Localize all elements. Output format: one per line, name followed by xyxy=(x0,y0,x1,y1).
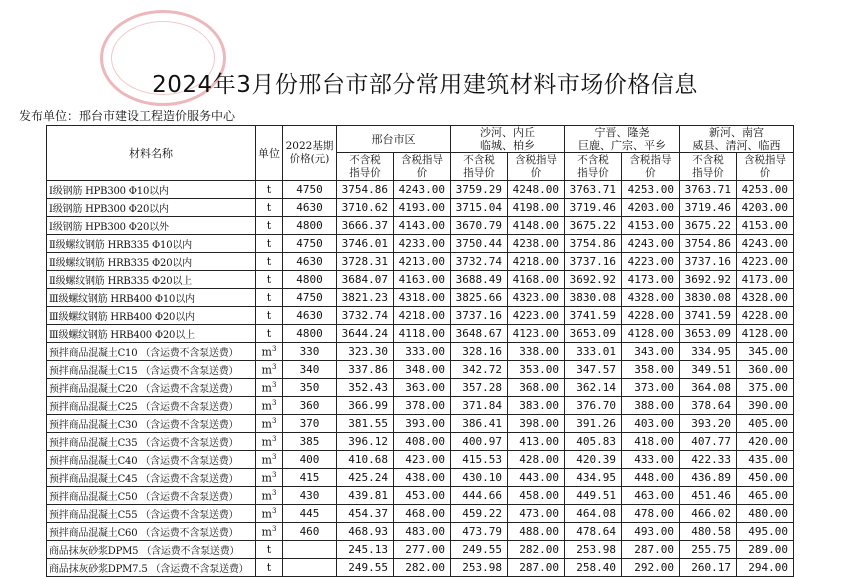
incl-tax-price-cell: 463.00 xyxy=(622,487,680,505)
incl-tax-price-cell: 383.00 xyxy=(508,397,565,415)
excl-tax-price-cell: 454.37 xyxy=(337,505,394,523)
excl-tax-price-cell: 393.20 xyxy=(680,415,737,433)
table-row xyxy=(47,541,794,559)
excl-tax-price-cell: 3825.66 xyxy=(451,289,508,307)
excl-tax-price-cell: 473.79 xyxy=(451,523,508,541)
base-price-cell xyxy=(283,541,337,559)
excl-tax-price-cell: 3746.01 xyxy=(337,235,394,253)
unit-cell: $m^3$ xyxy=(256,451,283,469)
incl-tax-price-cell: 353.00 xyxy=(508,361,565,379)
unit-cell: t xyxy=(256,307,283,325)
excl-tax-price-cell: 3737.16 xyxy=(565,253,622,271)
material-name-cell: 预拌商品混凝土C20 （含运费不含泵送费） xyxy=(47,379,256,397)
unit-cell: t xyxy=(256,199,283,217)
table-row xyxy=(47,361,794,379)
excl-tax-price-cell: 3688.49 xyxy=(451,271,508,289)
excl-tax-price-cell: 396.12 xyxy=(337,433,394,451)
excl-tax-price-cell: 468.93 xyxy=(337,523,394,541)
unit-cell: $m^3$ xyxy=(256,397,283,415)
unit-cell: t xyxy=(256,253,283,271)
material-name-cell: 预拌商品混凝土C55 （含运费不含泵送费） xyxy=(47,505,256,523)
unit-cell: $m^3$ xyxy=(256,487,283,505)
incl-tax-price-cell: 289.00 xyxy=(737,541,794,559)
base-price-cell: 370 xyxy=(283,415,337,433)
incl-tax-price-cell: 4128.00 xyxy=(737,325,794,343)
excl-tax-price-cell: 328.16 xyxy=(451,343,508,361)
excl-tax-price-cell: 357.28 xyxy=(451,379,508,397)
material-name-cell: 预拌商品混凝土C50 （含运费不含泵送费） xyxy=(47,487,256,505)
material-name-cell: 预拌商品混凝土C30 （含运费不含泵送费） xyxy=(47,415,256,433)
excl-tax-price-cell: 333.01 xyxy=(565,343,622,361)
base-price-cell: 445 xyxy=(283,505,337,523)
excl-tax-price-cell: 3675.22 xyxy=(565,217,622,235)
incl-tax-price-cell: 393.00 xyxy=(394,415,451,433)
incl-tax-price-cell: 4243.00 xyxy=(622,235,680,253)
table-row xyxy=(47,253,794,271)
base-price-cell: 330 xyxy=(283,343,337,361)
unit-cell: $m^3$ xyxy=(256,415,283,433)
table-row xyxy=(47,487,794,505)
header-excl-tax-1: 不含税 指导价 xyxy=(337,153,394,181)
unit-cell: $m^3$ xyxy=(256,379,283,397)
header-excl-tax-2: 不含税 指导价 xyxy=(451,153,508,181)
incl-tax-price-cell: 292.00 xyxy=(622,559,680,577)
excl-tax-price-cell: 3666.37 xyxy=(337,217,394,235)
incl-tax-price-cell: 333.00 xyxy=(394,343,451,361)
material-name-cell: 预拌商品混凝土C40 （含运费不含泵送费） xyxy=(47,451,256,469)
material-name-cell: 预拌商品混凝土C25 （含运费不含泵送费） xyxy=(47,397,256,415)
excl-tax-price-cell: 451.46 xyxy=(680,487,737,505)
unit-cell: t xyxy=(256,235,283,253)
incl-tax-price-cell: 468.00 xyxy=(394,505,451,523)
incl-tax-price-cell: 360.00 xyxy=(737,361,794,379)
excl-tax-price-cell: 3754.86 xyxy=(565,235,622,253)
excl-tax-price-cell: 391.26 xyxy=(565,415,622,433)
material-name-cell: Ⅲ级螺纹钢筋 HRB400 Φ20以内 xyxy=(47,307,256,325)
material-name-cell: Ⅲ级螺纹钢筋 HRB400 Φ10以内 xyxy=(47,289,256,307)
material-name-cell: 预拌商品混凝土C15 （含运费不含泵送费） xyxy=(47,361,256,379)
incl-tax-price-cell: 443.00 xyxy=(508,469,565,487)
incl-tax-price-cell: 4168.00 xyxy=(508,271,565,289)
excl-tax-price-cell: 3763.71 xyxy=(565,181,622,199)
unit-cell: t xyxy=(256,271,283,289)
incl-tax-price-cell: 405.00 xyxy=(737,415,794,433)
table-row xyxy=(47,505,794,523)
excl-tax-price-cell: 420.39 xyxy=(565,451,622,469)
excl-tax-price-cell: 3675.22 xyxy=(680,217,737,235)
excl-tax-price-cell: 342.72 xyxy=(451,361,508,379)
incl-tax-price-cell: 4203.00 xyxy=(737,199,794,217)
excl-tax-price-cell: 334.95 xyxy=(680,343,737,361)
incl-tax-price-cell: 450.00 xyxy=(737,469,794,487)
incl-tax-price-cell: 4123.00 xyxy=(508,325,565,343)
excl-tax-price-cell: 255.75 xyxy=(680,541,737,559)
incl-tax-price-cell: 423.00 xyxy=(394,451,451,469)
unit-cell: $m^3$ xyxy=(256,361,283,379)
excl-tax-price-cell: 364.08 xyxy=(680,379,737,397)
table-row xyxy=(47,343,794,361)
unit-cell: t xyxy=(256,181,283,199)
excl-tax-price-cell: 3648.67 xyxy=(451,325,508,343)
incl-tax-price-cell: 4118.00 xyxy=(394,325,451,343)
excl-tax-price-cell: 434.95 xyxy=(565,469,622,487)
excl-tax-price-cell: 349.51 xyxy=(680,361,737,379)
incl-tax-price-cell: 4223.00 xyxy=(508,307,565,325)
incl-tax-price-cell: 4318.00 xyxy=(394,289,451,307)
incl-tax-price-cell: 4228.00 xyxy=(622,307,680,325)
incl-tax-price-cell: 428.00 xyxy=(508,451,565,469)
incl-tax-price-cell: 4153.00 xyxy=(622,217,680,235)
base-price-cell: 4750 xyxy=(283,235,337,253)
base-price-cell: 400 xyxy=(283,451,337,469)
incl-tax-price-cell: 420.00 xyxy=(737,433,794,451)
table-row xyxy=(47,379,794,397)
table-row xyxy=(47,469,794,487)
unit-cell: $m^3$ xyxy=(256,433,283,451)
base-price-cell: 4750 xyxy=(283,181,337,199)
excl-tax-price-cell: 415.53 xyxy=(451,451,508,469)
header-region-4: 新河、南宫 威县、清河、临西 xyxy=(680,126,794,153)
incl-tax-price-cell: 343.00 xyxy=(622,343,680,361)
excl-tax-price-cell: 3719.46 xyxy=(565,199,622,217)
excl-tax-price-cell: 381.55 xyxy=(337,415,394,433)
incl-tax-price-cell: 363.00 xyxy=(394,379,451,397)
excl-tax-price-cell: 464.08 xyxy=(565,505,622,523)
excl-tax-price-cell: 3670.79 xyxy=(451,217,508,235)
table-row xyxy=(47,235,794,253)
excl-tax-price-cell: 444.66 xyxy=(451,487,508,505)
incl-tax-price-cell: 338.00 xyxy=(508,343,565,361)
material-name-cell: 预拌商品混凝土C45 （含运费不含泵送费） xyxy=(47,469,256,487)
excl-tax-price-cell: 253.98 xyxy=(565,541,622,559)
incl-tax-price-cell: 287.00 xyxy=(622,541,680,559)
excl-tax-price-cell: 3741.59 xyxy=(565,307,622,325)
base-price-cell: 385 xyxy=(283,433,337,451)
excl-tax-price-cell: 439.81 xyxy=(337,487,394,505)
excl-tax-price-cell: 3763.71 xyxy=(680,181,737,199)
unit-cell: t xyxy=(256,289,283,307)
base-price-cell: 4800 xyxy=(283,325,337,343)
incl-tax-price-cell: 403.00 xyxy=(622,415,680,433)
excl-tax-price-cell: 3644.24 xyxy=(337,325,394,343)
table-row xyxy=(47,325,794,343)
base-price-cell: 4630 xyxy=(283,199,337,217)
incl-tax-price-cell: 418.00 xyxy=(622,433,680,451)
excl-tax-price-cell: 459.22 xyxy=(451,505,508,523)
base-price-cell: 350 xyxy=(283,379,337,397)
excl-tax-price-cell: 3692.92 xyxy=(565,271,622,289)
header-region-2: 沙河、内丘 临城、柏乡 xyxy=(451,126,565,153)
incl-tax-price-cell: 277.00 xyxy=(394,541,451,559)
incl-tax-price-cell: 4148.00 xyxy=(508,217,565,235)
incl-tax-price-cell: 4253.00 xyxy=(737,181,794,199)
material-name-cell: Ⅰ级钢筋 HPB300 Φ20以内 xyxy=(47,199,256,217)
incl-tax-price-cell: 4218.00 xyxy=(394,307,451,325)
header-region-1: 邢台市区 xyxy=(337,126,451,153)
incl-tax-price-cell: 4243.00 xyxy=(737,235,794,253)
excl-tax-price-cell: 3710.62 xyxy=(337,199,394,217)
excl-tax-price-cell: 3759.29 xyxy=(451,181,508,199)
excl-tax-price-cell: 3830.08 xyxy=(680,289,737,307)
excl-tax-price-cell: 3750.44 xyxy=(451,235,508,253)
excl-tax-price-cell: 378.64 xyxy=(680,397,737,415)
incl-tax-price-cell: 4243.00 xyxy=(394,181,451,199)
incl-tax-price-cell: 4153.00 xyxy=(737,217,794,235)
excl-tax-price-cell: 405.83 xyxy=(565,433,622,451)
excl-tax-price-cell: 253.98 xyxy=(451,559,508,577)
incl-tax-price-cell: 4238.00 xyxy=(508,235,565,253)
excl-tax-price-cell: 400.97 xyxy=(451,433,508,451)
page-title: 2024年3月份邢台市部分常用建筑材料市场价格信息 xyxy=(152,72,698,98)
incl-tax-price-cell: 4328.00 xyxy=(737,289,794,307)
incl-tax-price-cell: 413.00 xyxy=(508,433,565,451)
incl-tax-price-cell: 4128.00 xyxy=(622,325,680,343)
base-price-cell: 4630 xyxy=(283,253,337,271)
header-material-name: 材料名称 xyxy=(47,126,256,181)
incl-tax-price-cell: 4163.00 xyxy=(394,271,451,289)
excl-tax-price-cell: 480.58 xyxy=(680,523,737,541)
excl-tax-price-cell: 323.30 xyxy=(337,343,394,361)
incl-tax-price-cell: 375.00 xyxy=(737,379,794,397)
excl-tax-price-cell: 260.17 xyxy=(680,559,737,577)
incl-tax-price-cell: 4223.00 xyxy=(737,253,794,271)
excl-tax-price-cell: 3732.74 xyxy=(337,307,394,325)
incl-tax-price-cell: 4223.00 xyxy=(622,253,680,271)
incl-tax-price-cell: 4203.00 xyxy=(622,199,680,217)
unit-cell: $m^3$ xyxy=(256,523,283,541)
excl-tax-price-cell: 362.14 xyxy=(565,379,622,397)
incl-tax-price-cell: 480.00 xyxy=(737,505,794,523)
excl-tax-price-cell: 3719.46 xyxy=(680,199,737,217)
incl-tax-price-cell: 465.00 xyxy=(737,487,794,505)
material-name-cell: Ⅰ级钢筋 HPB300 Φ10以内 xyxy=(47,181,256,199)
material-name-cell: 商品抹灰砂浆DPM7.5 （含运费不含泵送费） xyxy=(47,559,256,577)
incl-tax-price-cell: 495.00 xyxy=(737,523,794,541)
table-row xyxy=(47,397,794,415)
incl-tax-price-cell: 282.00 xyxy=(508,541,565,559)
excl-tax-price-cell: 3692.92 xyxy=(680,271,737,289)
incl-tax-price-cell: 493.00 xyxy=(622,523,680,541)
incl-tax-price-cell: 4328.00 xyxy=(622,289,680,307)
incl-tax-price-cell: 4253.00 xyxy=(622,181,680,199)
excl-tax-price-cell: 386.41 xyxy=(451,415,508,433)
excl-tax-price-cell: 410.68 xyxy=(337,451,394,469)
unit-cell: $m^3$ xyxy=(256,343,283,361)
incl-tax-price-cell: 4228.00 xyxy=(737,307,794,325)
incl-tax-price-cell: 433.00 xyxy=(622,451,680,469)
header-excl-tax-3: 不含税 指导价 xyxy=(565,153,622,181)
incl-tax-price-cell: 448.00 xyxy=(622,469,680,487)
excl-tax-price-cell: 3754.86 xyxy=(680,235,737,253)
material-name-cell: 预拌商品混凝土C10 （含运费不含泵送费） xyxy=(47,343,256,361)
excl-tax-price-cell: 3684.07 xyxy=(337,271,394,289)
base-price-cell: 415 xyxy=(283,469,337,487)
incl-tax-price-cell: 4233.00 xyxy=(394,235,451,253)
incl-tax-price-cell: 4173.00 xyxy=(737,271,794,289)
incl-tax-price-cell: 388.00 xyxy=(622,397,680,415)
material-name-cell: Ⅱ级螺纹钢筋 HRB335 Φ10以内 xyxy=(47,235,256,253)
base-price-cell: 340 xyxy=(283,361,337,379)
header-excl-tax-4: 不含税 指导价 xyxy=(680,153,737,181)
table-row xyxy=(47,271,794,289)
excl-tax-price-cell: 3728.31 xyxy=(337,253,394,271)
incl-tax-price-cell: 4173.00 xyxy=(622,271,680,289)
unit-cell: $m^3$ xyxy=(256,469,283,487)
incl-tax-price-cell: 348.00 xyxy=(394,361,451,379)
excl-tax-price-cell: 258.40 xyxy=(565,559,622,577)
excl-tax-price-cell: 449.51 xyxy=(565,487,622,505)
header-incl-tax-3: 含税指导 价 xyxy=(622,153,680,181)
unit-cell: t xyxy=(256,325,283,343)
excl-tax-price-cell: 3653.09 xyxy=(565,325,622,343)
incl-tax-price-cell: 4213.00 xyxy=(394,253,451,271)
incl-tax-price-cell: 4198.00 xyxy=(508,199,565,217)
excl-tax-price-cell: 3830.08 xyxy=(565,289,622,307)
excl-tax-price-cell: 422.33 xyxy=(680,451,737,469)
unit-cell: t xyxy=(256,217,283,235)
incl-tax-price-cell: 473.00 xyxy=(508,505,565,523)
base-price-cell: 430 xyxy=(283,487,337,505)
material-name-cell: 预拌商品混凝土C60 （含运费不含泵送费） xyxy=(47,523,256,541)
incl-tax-price-cell: 483.00 xyxy=(394,523,451,541)
header-base-price: 2022基期价格(元) xyxy=(283,126,337,181)
table-row xyxy=(47,307,794,325)
incl-tax-price-cell: 294.00 xyxy=(737,559,794,577)
incl-tax-price-cell: 435.00 xyxy=(737,451,794,469)
base-price-cell: 360 xyxy=(283,397,337,415)
incl-tax-price-cell: 373.00 xyxy=(622,379,680,397)
excl-tax-price-cell: 371.84 xyxy=(451,397,508,415)
incl-tax-price-cell: 4323.00 xyxy=(508,289,565,307)
header-incl-tax-4: 含税指导 价 xyxy=(737,153,794,181)
table-row xyxy=(47,289,794,307)
table-row xyxy=(47,415,794,433)
incl-tax-price-cell: 4143.00 xyxy=(394,217,451,235)
excl-tax-price-cell: 3741.59 xyxy=(680,307,737,325)
base-price-cell: 460 xyxy=(283,523,337,541)
material-name-cell: Ⅲ级螺纹钢筋 HRB400 Φ20以上 xyxy=(47,325,256,343)
incl-tax-price-cell: 438.00 xyxy=(394,469,451,487)
incl-tax-price-cell: 458.00 xyxy=(508,487,565,505)
excl-tax-price-cell: 347.57 xyxy=(565,361,622,379)
base-price-cell: 4630 xyxy=(283,307,337,325)
base-price-cell: 4800 xyxy=(283,217,337,235)
price-table xyxy=(46,125,794,577)
table-row xyxy=(47,433,794,451)
excl-tax-price-cell: 249.55 xyxy=(451,541,508,559)
incl-tax-price-cell: 4193.00 xyxy=(394,199,451,217)
table-row xyxy=(47,181,794,199)
incl-tax-price-cell: 390.00 xyxy=(737,397,794,415)
incl-tax-price-cell: 478.00 xyxy=(622,505,680,523)
excl-tax-price-cell: 466.02 xyxy=(680,505,737,523)
table-row xyxy=(47,451,794,469)
incl-tax-price-cell: 282.00 xyxy=(394,559,451,577)
header-unit: 单位 xyxy=(256,126,283,181)
table-row xyxy=(47,199,794,217)
unit-cell: t xyxy=(256,559,283,577)
excl-tax-price-cell: 376.70 xyxy=(565,397,622,415)
header-incl-tax-1: 含税指导 价 xyxy=(394,153,451,181)
excl-tax-price-cell: 245.13 xyxy=(337,541,394,559)
incl-tax-price-cell: 453.00 xyxy=(394,487,451,505)
unit-cell: $m^3$ xyxy=(256,505,283,523)
incl-tax-price-cell: 408.00 xyxy=(394,433,451,451)
material-name-cell: Ⅱ级螺纹钢筋 HRB335 Φ20以上 xyxy=(47,271,256,289)
incl-tax-price-cell: 287.00 xyxy=(508,559,565,577)
excl-tax-price-cell: 366.99 xyxy=(337,397,394,415)
incl-tax-price-cell: 358.00 xyxy=(622,361,680,379)
excl-tax-price-cell: 3732.74 xyxy=(451,253,508,271)
excl-tax-price-cell: 407.77 xyxy=(680,433,737,451)
excl-tax-price-cell: 337.86 xyxy=(337,361,394,379)
excl-tax-price-cell: 478.64 xyxy=(565,523,622,541)
excl-tax-price-cell: 3653.09 xyxy=(680,325,737,343)
excl-tax-price-cell: 3715.04 xyxy=(451,199,508,217)
excl-tax-price-cell: 249.55 xyxy=(337,559,394,577)
unit-cell: t xyxy=(256,541,283,559)
base-price-cell: 4750 xyxy=(283,289,337,307)
publisher-line: 发布单位：邢台市建设工程造价服务中心 xyxy=(19,109,236,123)
material-name-cell: Ⅰ级钢筋 HPB300 Φ20以外 xyxy=(47,217,256,235)
incl-tax-price-cell: 4218.00 xyxy=(508,253,565,271)
material-name-cell: 商品抹灰砂浆DPM5 （含运费不含泵送费） xyxy=(47,541,256,559)
table-row xyxy=(47,523,794,541)
header-region-3: 宁晋、隆尧 巨鹿、广宗、平乡 xyxy=(565,126,680,153)
incl-tax-price-cell: 368.00 xyxy=(508,379,565,397)
excl-tax-price-cell: 3737.16 xyxy=(451,307,508,325)
excl-tax-price-cell: 425.24 xyxy=(337,469,394,487)
incl-tax-price-cell: 488.00 xyxy=(508,523,565,541)
base-price-cell: 4800 xyxy=(283,271,337,289)
excl-tax-price-cell: 352.43 xyxy=(337,379,394,397)
excl-tax-price-cell: 3754.86 xyxy=(337,181,394,199)
incl-tax-price-cell: 345.00 xyxy=(737,343,794,361)
header-incl-tax-2: 含税指导 价 xyxy=(508,153,565,181)
material-name-cell: 预拌商品混凝土C35 （含运费不含泵送费） xyxy=(47,433,256,451)
incl-tax-price-cell: 4248.00 xyxy=(508,181,565,199)
excl-tax-price-cell: 430.10 xyxy=(451,469,508,487)
excl-tax-price-cell: 3821.23 xyxy=(337,289,394,307)
material-name-cell: Ⅱ级螺纹钢筋 HRB335 Φ20以内 xyxy=(47,253,256,271)
excl-tax-price-cell: 436.89 xyxy=(680,469,737,487)
incl-tax-price-cell: 378.00 xyxy=(394,397,451,415)
incl-tax-price-cell: 398.00 xyxy=(508,415,565,433)
table-row xyxy=(47,217,794,235)
excl-tax-price-cell: 3737.16 xyxy=(680,253,737,271)
